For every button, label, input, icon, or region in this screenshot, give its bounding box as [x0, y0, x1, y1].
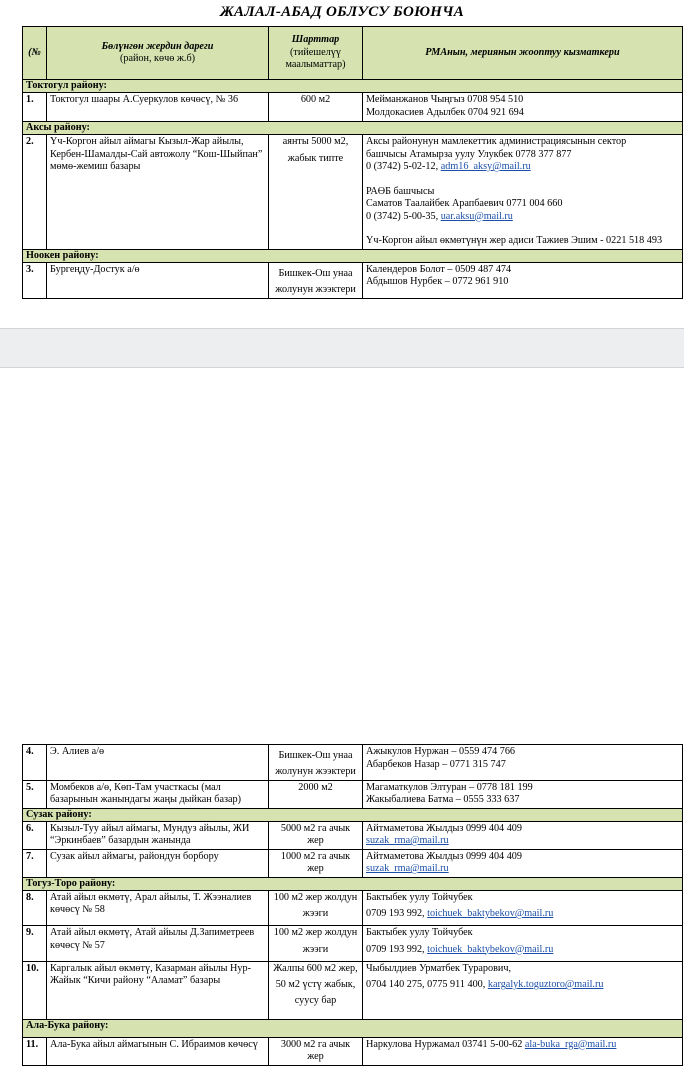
document-title: ЖАЛАЛ-АБАД ОБЛУСУ БОЮНЧА: [219, 4, 465, 20]
region-row-toktogul: Токтогул району:: [23, 80, 683, 93]
row-conditions: аянты 5000 м2, жабык типте: [269, 135, 363, 250]
row-location: Токтогул шаары А.Суеркулов көчөсү, № 36: [47, 93, 269, 122]
row-conditions: Жалпы 600 м2 жер, 50 м2 үстү жабык, суусу бар: [269, 961, 363, 1019]
email-link[interactable]: toichuek_baktybekov@mail.ru: [427, 908, 554, 919]
row-number: 11.: [23, 1037, 47, 1065]
row-number: 9.: [23, 926, 47, 962]
region-row-nooken: Ноокен району:: [23, 249, 683, 262]
region-row-togus-toro: Тогуз-Торо району:: [23, 877, 683, 890]
header-conditions: Шарттар (тийешелүү маалыматтар): [269, 27, 363, 80]
row-number: 6.: [23, 821, 47, 849]
row-number: 1.: [23, 93, 47, 122]
table-row: [23, 745, 683, 781]
row-staff: Мейманжанов Чыңгыз 0708 954 510 Молдокасиев Адылбек 0704 921 694: [363, 93, 683, 122]
table-header-row: [23, 27, 683, 80]
row-location: Э. Алиев а/ө: [47, 745, 269, 781]
row-staff: Магаматкулов Элтуран – 0778 181 199 Жакыбалиева Батма – 0555 333 637: [363, 780, 683, 808]
row-conditions: 600 м2: [269, 93, 363, 122]
locations-table-part-1: [22, 26, 683, 299]
region-row-ala-buka: Ала-Бука району:: [23, 1019, 683, 1037]
email-link[interactable]: suzak_rma@mail.ru: [366, 835, 449, 846]
table-row: [23, 821, 683, 849]
table-row: [23, 262, 683, 298]
header-staff: РМАнын, мериянын жооптуу кызматкери: [363, 27, 683, 80]
row-location: Момбеков а/ө, Көп-Там участкасы (мал базарынын жанындагы жаңы дыйкан базар): [47, 780, 269, 808]
page-break: [0, 328, 684, 368]
row-conditions: 5000 м2 га ачык жер: [269, 821, 363, 849]
locations-table-part-2: [22, 744, 683, 1066]
row-staff: Айтмаметова Жылдыз 0999 404 409 suzak_rma@mail.ru: [363, 849, 683, 877]
email-link[interactable]: uar.aksu@mail.ru: [440, 210, 513, 222]
row-number: 2.: [23, 135, 47, 250]
row-staff: Ажыкулов Нуржан – 0559 474 766 Абарбеков Назар – 0771 315 747: [363, 745, 683, 781]
table-row: [23, 1037, 683, 1065]
header-num: (№: [23, 27, 47, 80]
row-location: Үч-Коргон айыл аймагы Кызыл-Жар айылы, Кербен-Шамалды-Сай автожолу “Кош-Шыйпан” мөмө-жемиш базары: [47, 135, 269, 250]
page-1: [0, 0, 684, 328]
header-location: Бөлүнгөн жердин дареги (район, көчө ж.б): [47, 27, 269, 80]
row-staff: Наркулова Нуржамал 03741 5-00-62 ala-buka_rga@mail.ru: [363, 1037, 683, 1065]
email-link[interactable]: suzak_rma@mail.ru: [366, 863, 449, 874]
row-number: 10.: [23, 961, 47, 1019]
row-conditions: 3000 м2 га ачык жер: [269, 1037, 363, 1065]
row-staff: Аксы районунун мамлекеттик администрациясынын сектор башчысы Атамырза уулу Улукбек 0778 377 877 0 (3742) 5-02-12, adm16_aksy@mail.ru РАӨБ башчысы Саматов Таалайбек Арапбаевич 0771 004 660 0 (3742) 5-00-35, uar.aksu@mail.ru Үч-Коргон айыл өкмөтүнүн жер адиси Тажиев Эшим - 0221 518 493: [363, 135, 683, 250]
row-location: Кызыл-Туу айыл аймагы, Мундуз айылы, ЖИ “Эркинбаев” базардын жанында: [47, 821, 269, 849]
row-number: 8.: [23, 890, 47, 926]
region-row-suzak: Сузак району:: [23, 808, 683, 821]
row-staff: Бактыбек уулу Тойчубек 0709 193 992, toichuek_baktybekov@mail.ru: [363, 890, 683, 926]
row-conditions: 100 м2 жер жолдун жээги: [269, 890, 363, 926]
row-conditions: 1000 м2 га ачык жер: [269, 849, 363, 877]
row-conditions: Бишкек-Ош унаа жолунун жээктери: [269, 745, 363, 781]
email-link[interactable]: ala-buka_rga@mail.ru: [524, 1038, 617, 1050]
row-location: Сузак айыл аймагы, райондун борбору: [47, 849, 269, 877]
row-staff: Бактыбек уулу Тойчубек 0709 193 992, toichuek_baktybekov@mail.ru: [363, 926, 683, 962]
row-conditions: 100 м2 жер жолдун жээги: [269, 926, 363, 962]
row-staff: Календеров Болот – 0509 487 474 Абдышов Нурбек – 0772 961 910: [363, 262, 683, 298]
row-location: Каргалык айыл өкмөтү, Казарман айылы Нур-Жайык “Кичи райoну “Аламат” базары: [47, 961, 269, 1019]
row-number: 5.: [23, 780, 47, 808]
row-staff: Айтмаметова Жылдыз 0999 404 409 suzak_rma@mail.ru: [363, 821, 683, 849]
email-link[interactable]: kargalyk.toguztoro@mail.ru: [487, 979, 604, 990]
page-2: [0, 368, 684, 1062]
row-number: 7.: [23, 849, 47, 877]
table-row: [23, 780, 683, 808]
row-location: Атай айыл өкмөтү, Атай айылы Д.Запиметреев көчөсү № 57: [47, 926, 269, 962]
table-row: [23, 926, 683, 962]
table-row: [23, 93, 683, 122]
row-location: Ала-Бука айыл аймагынын С. Ибраимов көчөсү: [47, 1037, 269, 1065]
table-row: [23, 961, 683, 1019]
row-number: 3.: [23, 262, 47, 298]
row-number: 4.: [23, 745, 47, 781]
table-row: [23, 890, 683, 926]
row-staff: Чыбылдиев Урматбек Турарович, 0704 140 275, 0775 911 400, kargalyk.toguztoro@mail.ru: [363, 961, 683, 1019]
table-row: [23, 849, 683, 877]
region-row-aksy: Аксы району:: [23, 122, 683, 135]
table-row: [23, 135, 683, 250]
email-link[interactable]: adm16_aksy@mail.ru: [440, 161, 531, 172]
row-location: Бургеңду-Достук а/ө: [47, 262, 269, 298]
row-conditions: Бишкек-Ош унаа жолунун жээктери: [269, 262, 363, 298]
row-conditions: 2000 м2: [269, 780, 363, 808]
row-location: Атай айыл өкмөтү, Арал айылы, Т. Жээналиев көчөсү № 58: [47, 890, 269, 926]
email-link[interactable]: toichuek_baktybekov@mail.ru: [427, 943, 554, 955]
